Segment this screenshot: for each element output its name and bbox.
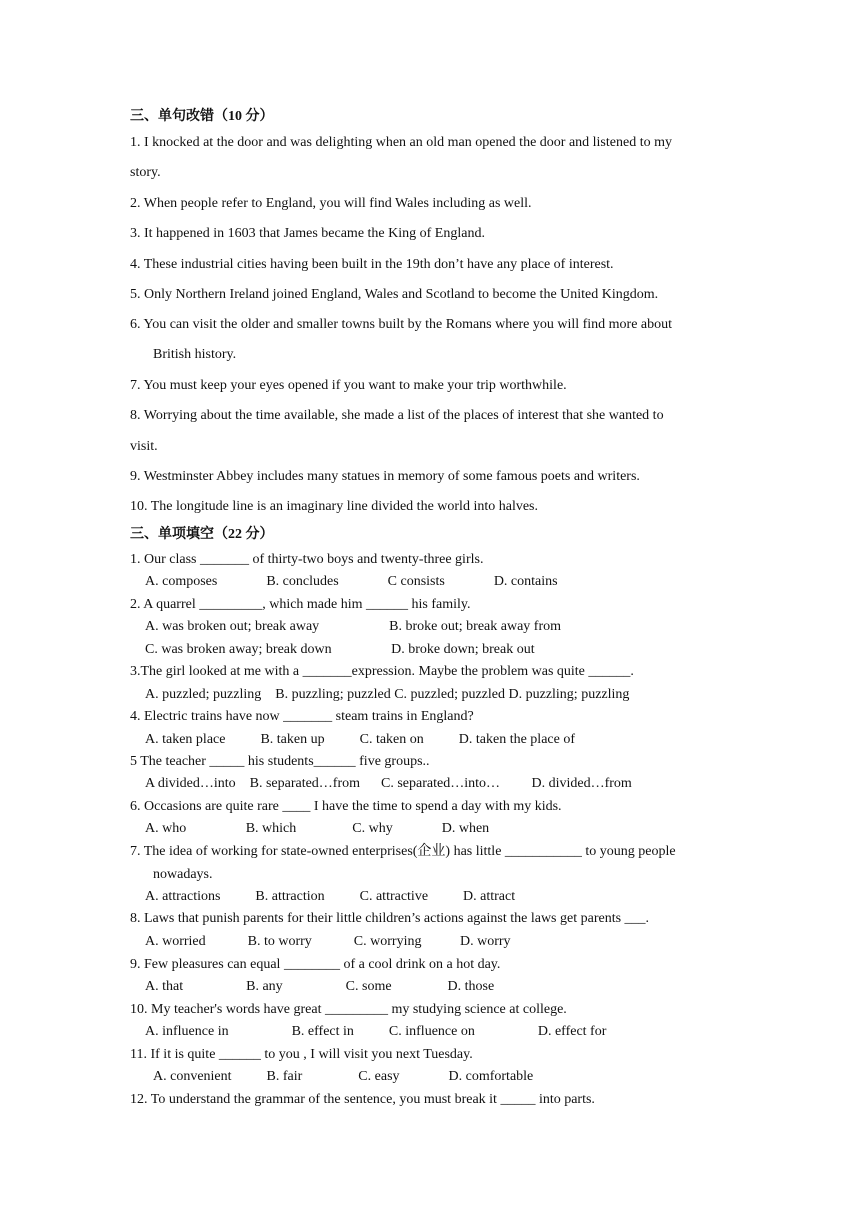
question-1: 1. Our class _______ of thirty-two boys and twenty-three girls. xyxy=(130,552,484,567)
correction-item-7: 7. You must keep your eyes opened if you want to make your trip worthwhile. xyxy=(130,378,567,393)
question-8-options: A. worried B. to worry C. worrying D. worry xyxy=(145,934,511,949)
correction-item-10: 10. The longitude line is an imaginary line divided the world into halves. xyxy=(130,499,538,514)
question-10: 10. My teacher's words have great _________ my studying science at college. xyxy=(130,1002,567,1017)
question-9: 9. Few pleasures can equal ________ of a cool drink on a hot day. xyxy=(130,957,501,972)
question-12: 12. To understand the grammar of the sentence, you must break it _____ into parts. xyxy=(130,1092,595,1107)
correction-item-8: 8. Worrying about the time available, she made a list of the places of interest that she wanted to xyxy=(130,408,664,423)
correction-item-1-cont: story. xyxy=(130,165,161,180)
correction-item-6-cont: British history. xyxy=(153,347,237,362)
question-7-options: A. attractions B. attraction C. attractive D. attract xyxy=(145,889,516,904)
question-7-cont: nowadays. xyxy=(153,867,213,882)
question-6-options: A. who B. which C. why D. when xyxy=(145,821,490,836)
question-3: 3.The girl looked at me with a _______expression. Maybe the problem was quite ______. xyxy=(130,664,634,679)
correction-item-4: 4. These industrial cities having been built in the 19th don’t have any place of interest. xyxy=(130,257,614,272)
question-10-options: A. influence in B. effect in C. influence on D. effect for xyxy=(145,1024,607,1039)
question-6: 6. Occasions are quite rare ____ I have the time to spend a day with my kids. xyxy=(130,799,562,814)
question-9-options: A. that B. any C. some D. those xyxy=(145,979,495,994)
correction-item-2: 2. When people refer to England, you will find Wales including as well. xyxy=(130,196,532,211)
correction-item-3: 3. It happened in 1603 that James became the King of England. xyxy=(130,226,485,241)
question-2-options-b: C. was broken away; break down D. broke down; break out xyxy=(145,642,535,657)
question-7: 7. The idea of working for state-owned enterprises(企业) has little ___________ to young people xyxy=(130,844,676,859)
correction-item-5: 5. Only Northern Ireland joined England, Wales and Scotland to become the United Kingdom. xyxy=(130,287,659,302)
correction-item-1: 1. I knocked at the door and was delighting when an old man opened the door and listened to my xyxy=(130,135,672,150)
section-heading-correction: 三、单句改错（10 分） xyxy=(130,109,274,124)
question-3-options: A. puzzled; puzzling B. puzzling; puzzled C. puzzled; puzzled D. puzzling; puzzling xyxy=(145,687,630,702)
correction-item-8-cont: visit. xyxy=(130,439,158,454)
question-4: 4. Electric trains have now _______ steam trains in England? xyxy=(130,709,474,724)
question-11-options: A. convenient B. fair C. easy D. comfortable xyxy=(153,1069,534,1084)
question-11: 11. If it is quite ______ to you , I will visit you next Tuesday. xyxy=(130,1047,473,1062)
question-1-options: A. composes B. concludes C consists D. contains xyxy=(145,574,558,589)
correction-item-6: 6. You can visit the older and smaller towns built by the Romans where you will find more about xyxy=(130,317,673,332)
question-2: 2. A quarrel _________, which made him ______ his family. xyxy=(130,597,471,612)
question-5: 5 The teacher _____ his students______ five groups.. xyxy=(130,754,430,769)
question-2-options-a: A. was broken out; break away B. broke out; break away from xyxy=(145,619,562,634)
correction-item-9: 9. Westminster Abbey includes many statues in memory of some famous poets and writers. xyxy=(130,469,640,484)
question-8: 8. Laws that punish parents for their little children’s actions against the laws get parents ___. xyxy=(130,911,650,926)
section-heading-choice: 三、单项填空（22 分） xyxy=(130,527,274,542)
question-4-options: A. taken place B. taken up C. taken on D. taken the place of xyxy=(145,732,575,747)
question-5-options: A divided…into B. separated…from C. separated…into… D. divided…from xyxy=(145,776,632,791)
